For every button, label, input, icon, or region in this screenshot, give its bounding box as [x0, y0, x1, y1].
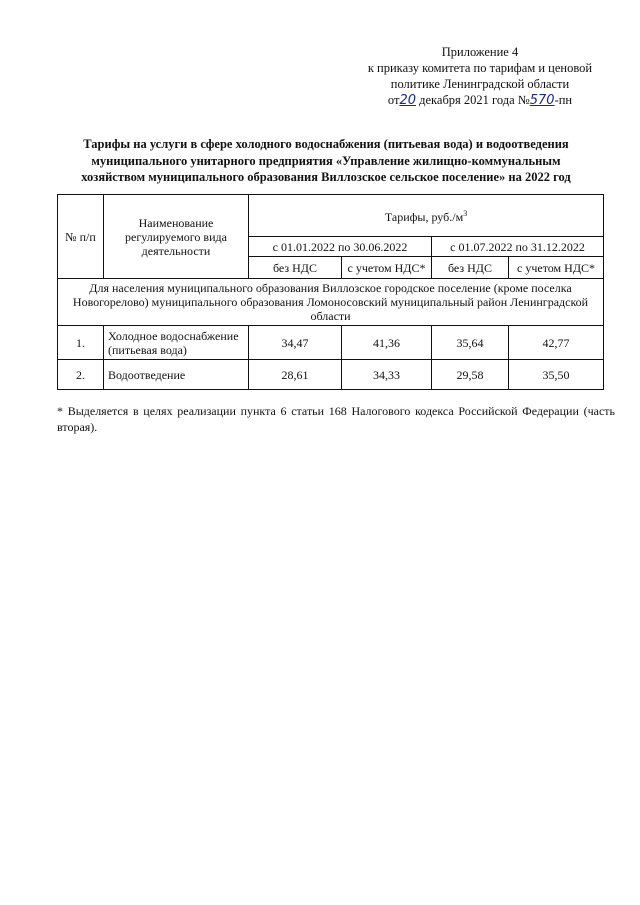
appendix-line-2: к приказу комитета по тарифам и ценовой: [367, 61, 593, 75]
document-title: [40, 136, 612, 186]
header-period-2: с 01.07.2022 по 31.12.2022: [432, 237, 604, 257]
row-value: 41,36: [342, 326, 432, 360]
row-value: 35,50: [509, 360, 604, 390]
row-name: Водоотведение: [104, 360, 249, 390]
header-tariffs-label: Тарифы, руб./м: [384, 210, 464, 224]
row-value: 34,47: [249, 326, 342, 360]
date-middle: декабря 2021 года №: [419, 93, 530, 107]
header-tariffs: [249, 195, 604, 237]
row-value: 28,61: [249, 360, 342, 390]
order-day: 20: [399, 93, 416, 108]
footnote: * Выделяется в целях реализации пункта 6 статьи 168 Налогового кодекса Российской Федерации (часть вторая).: [57, 404, 615, 434]
header-no-vat-2: без НДС: [432, 257, 509, 279]
tariffs-table: [57, 194, 604, 390]
row-name: Холодное водоснабжение (питьевая вода): [104, 326, 249, 360]
header-tariffs-sup: 3: [463, 209, 468, 218]
row-num: 1.: [58, 326, 104, 360]
table-row: [58, 360, 604, 390]
row-num: 2.: [58, 360, 104, 390]
header-period-1: с 01.01.2022 по 30.06.2022: [249, 237, 432, 257]
table-row: [58, 326, 604, 360]
row-value: 35,64: [432, 326, 509, 360]
header-no-vat-1: без НДС: [249, 257, 342, 279]
header-activity-name: Наименование регулируемого вида деятельности: [104, 195, 249, 279]
order-suffix: -пн: [554, 93, 573, 107]
title-line-3: хозяйством муниципального образования Виллозское сельское поселение» на 2022 год: [81, 170, 571, 184]
row-value: 34,33: [342, 360, 432, 390]
order-number: 570: [529, 93, 555, 108]
appendix-date-line: [352, 92, 608, 109]
row-value: 42,77: [509, 326, 604, 360]
table-header-row: [58, 195, 604, 237]
appendix-line-1: Приложение 4: [441, 45, 519, 59]
date-prefix: от: [387, 93, 400, 107]
title-line-2: муниципального унитарного предприятия «Управление жилищно-коммунальным: [91, 153, 561, 168]
header-num: № п/п: [58, 195, 104, 279]
appendix-header: [352, 44, 608, 109]
header-with-vat-1: с учетом НДС*: [342, 257, 432, 279]
group-header: Для населения муниципального образования Виллозское городское поселение (кроме поселка Новогорелово) муниципального образования Ломоносовский муниципальный район Ленинградской области: [58, 279, 604, 326]
appendix-line-3: политике Ленинградской области: [390, 77, 570, 91]
table-group-row: [58, 279, 604, 326]
title-line-1: Тарифы на услуги в сфере холодного водоснабжения (питьевая вода) и водоотведения: [83, 137, 569, 151]
header-with-vat-2: с учетом НДС*: [509, 257, 604, 279]
row-value: 29,58: [432, 360, 509, 390]
